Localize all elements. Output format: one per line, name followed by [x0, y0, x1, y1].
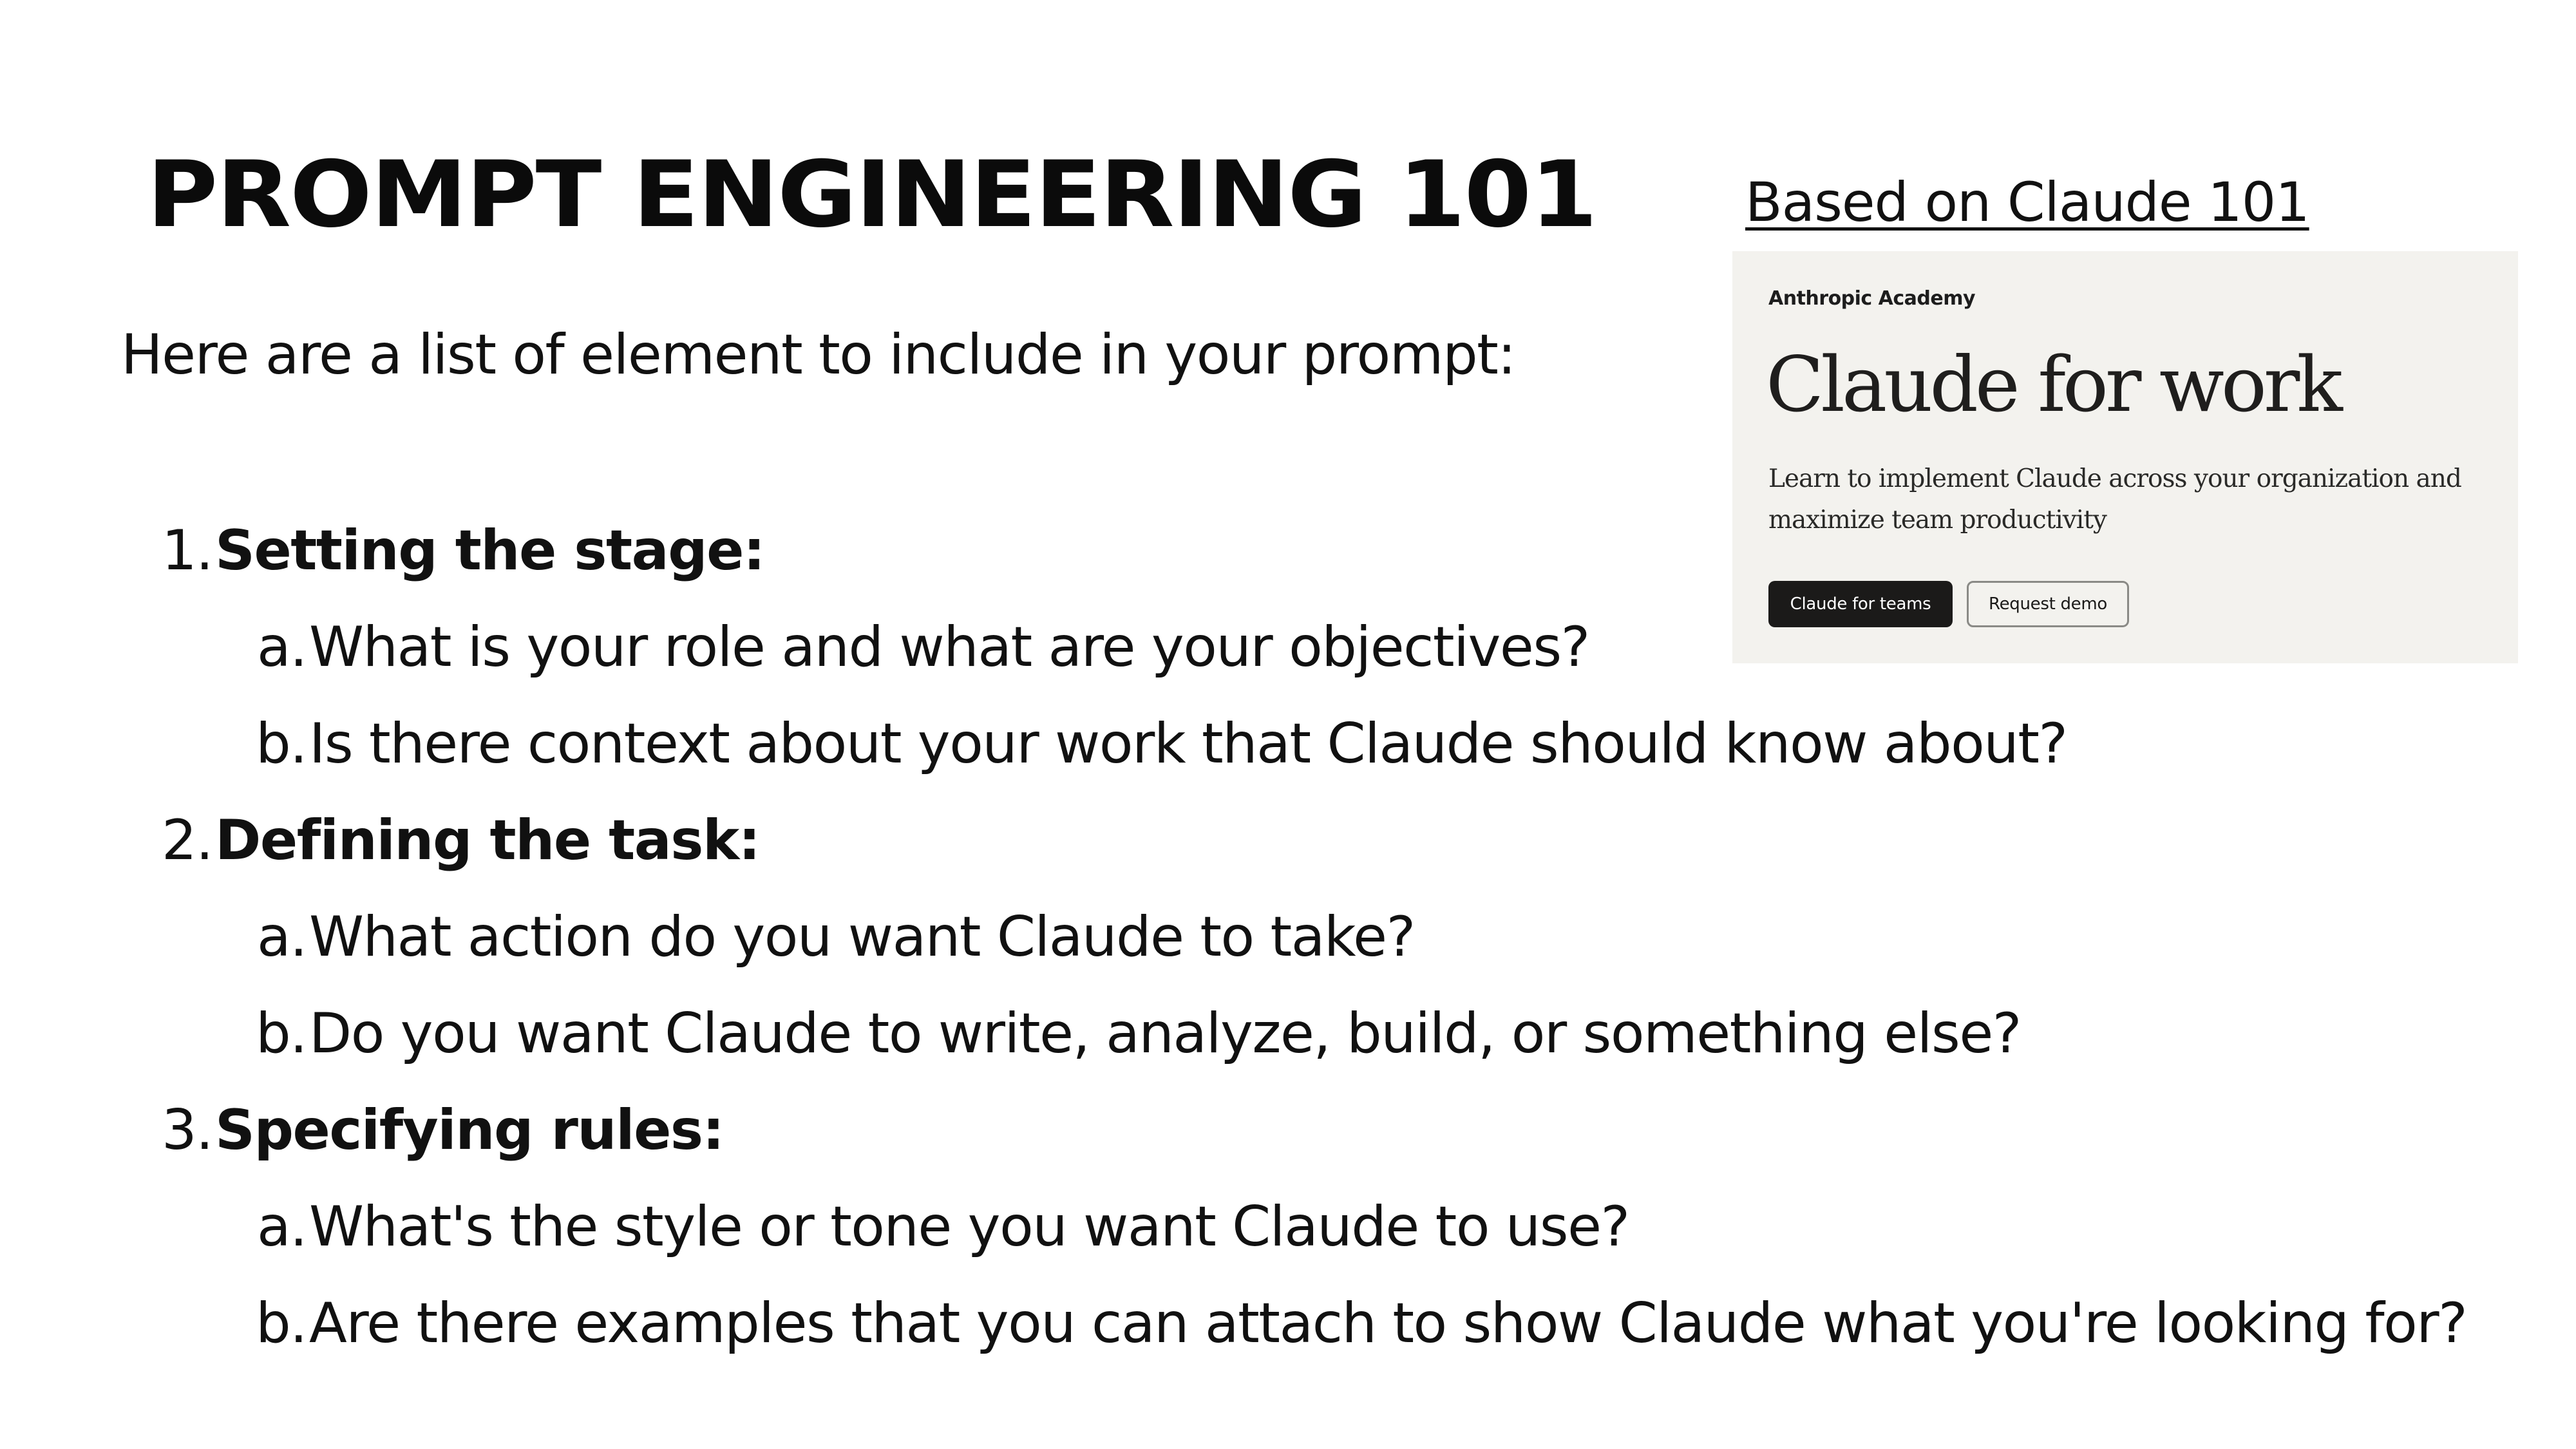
item-text: Do you want Claude to write, analyze, build, or something else? [309, 1001, 2021, 1066]
item-letter: b. [256, 712, 307, 776]
section-number: 2. [161, 808, 213, 873]
section-label: Specifying rules: [215, 1098, 724, 1162]
section-label: Setting the stage: [215, 518, 764, 583]
section-label: Defining the task: [215, 808, 760, 873]
item-text: What action do you want Claude to take? [309, 905, 1415, 969]
intro-text: Here are a list of element to include in your prompt: [121, 323, 1515, 387]
card-brand: Anthropic Academy [1768, 287, 1976, 310]
slide-title: PROMPT ENGINEERING 101 [147, 142, 1596, 248]
request-demo-button[interactable]: Request demo [1967, 581, 2129, 627]
item-letter: b. [256, 1001, 307, 1066]
card-heading: Claude for work [1766, 340, 2340, 429]
section-number: 1. [161, 518, 213, 583]
item-letter: b. [256, 1291, 307, 1356]
item-letter: a. [256, 905, 307, 969]
section-number: 3. [161, 1098, 213, 1162]
card-subtext: Learn to implement Claude across your organization and maximize team productivity [1768, 464, 2461, 535]
course-screenshot-card [1732, 251, 2518, 663]
source-link[interactable]: Based on Claude 101 [1745, 171, 2309, 234]
claude-for-teams-button[interactable]: Claude for teams [1768, 581, 1953, 627]
item-text: What's the style or tone you want Claude to use? [309, 1195, 1629, 1259]
item-text: What is your role and what are your objectives? [309, 615, 1589, 679]
item-letter: a. [256, 615, 307, 679]
item-text: Are there examples that you can attach to show Claude what you're looking for? [309, 1291, 2467, 1356]
item-letter: a. [256, 1195, 307, 1259]
item-text: Is there context about your work that Claude should know about? [309, 712, 2067, 776]
